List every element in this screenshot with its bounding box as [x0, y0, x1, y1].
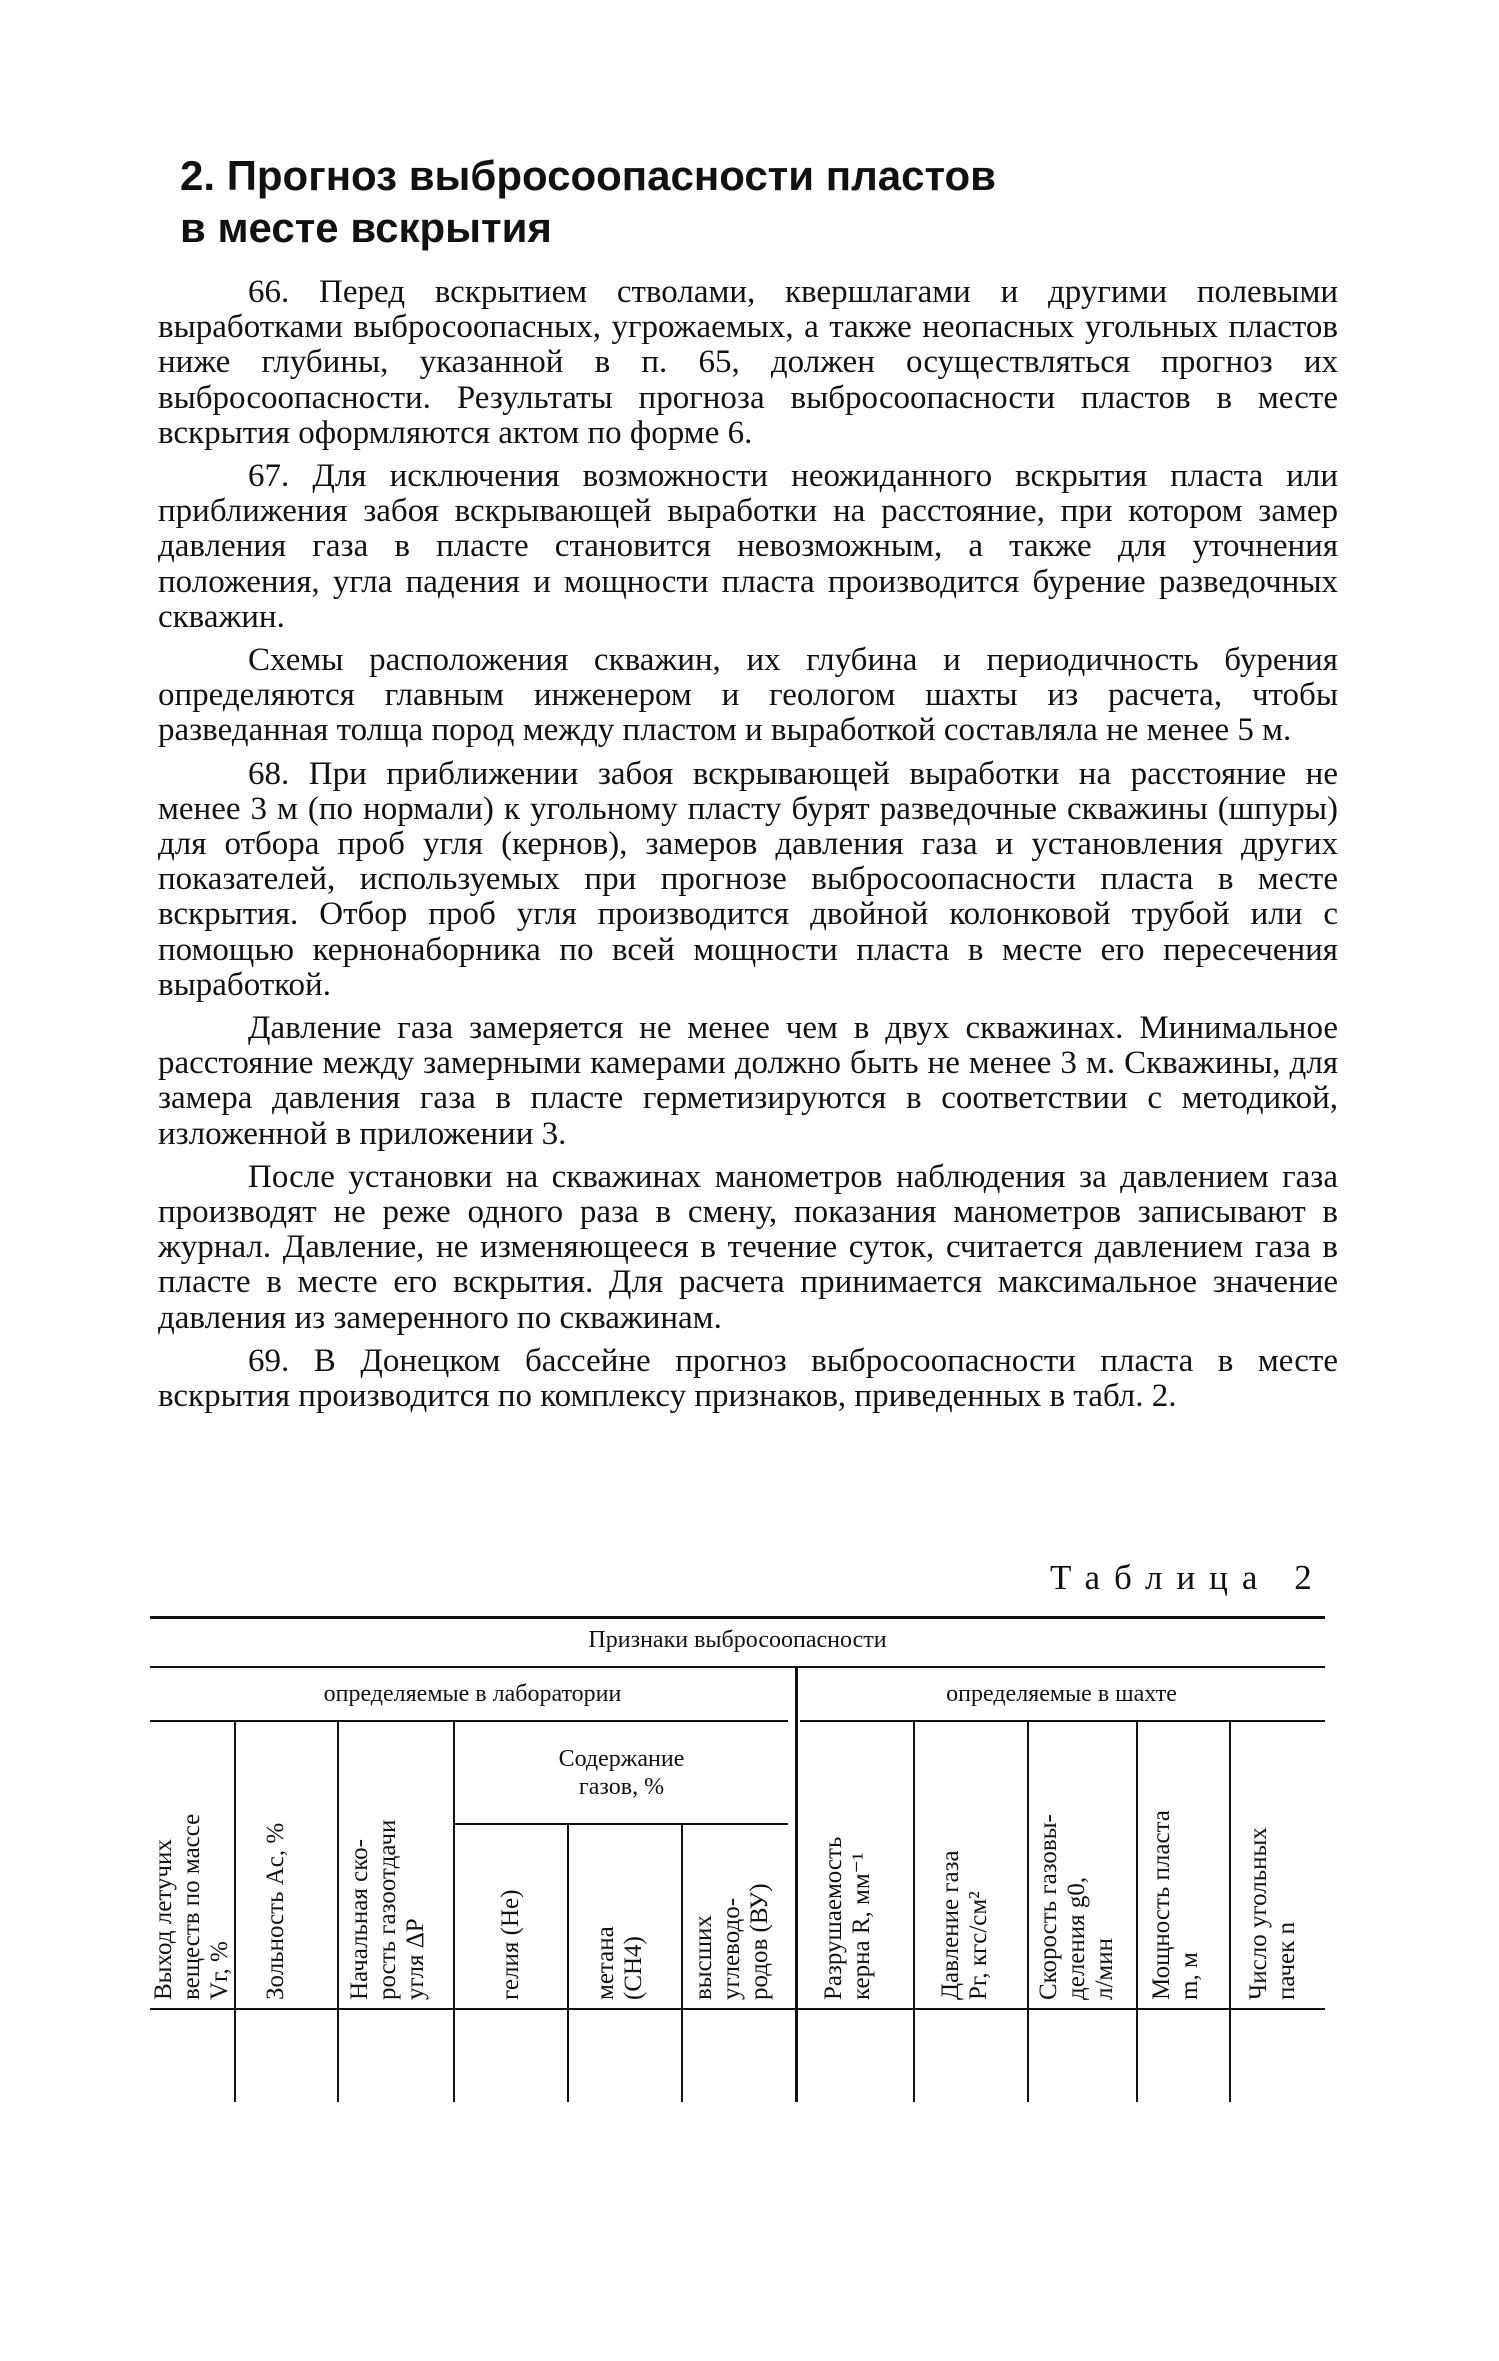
col-divider-4	[567, 1825, 569, 2102]
paragraph-67-schemes: Схемы расположения скважин, их глубина и периодичность бурения определяются главным инженером и геологом шахты из расчета, чтобы разведанная толща пород между пластом и выработкой составляла не менее 5 м.	[158, 642, 1338, 749]
header-main: Признаки выбросоопасности	[588, 1627, 887, 1653]
col-coal-bands-count: Число угольных пачек n	[1245, 1827, 1300, 2000]
header-gas-line1: Содержание	[558, 1746, 685, 1772]
paragraph-68-pressure: Давление газа замеряется не менее чем в двух скважинах. Минимальное расстояние между замерными камерами должно быть не менее 3 м. Скважины, для замера давления газа в пласте герметизируются в соответствии с методикой, изложенной в приложении 3.	[158, 1010, 1338, 1152]
header-group-mine: определяемые в шахте	[946, 1681, 1177, 1707]
body-text	[158, 275, 1338, 1422]
col-initial-gas-rate: Начальная ско- рость газоотдачи угля ΔP	[346, 1819, 429, 2000]
col-core-fracturability: Разрушаемость керна R, мм⁻¹	[820, 1836, 875, 2000]
col-divider-10	[1229, 1722, 1231, 2102]
col-helium: гелия (He)	[497, 1889, 524, 2000]
col-volatile-yield: Выход летучих веществ по массе Vг, %	[150, 1813, 233, 2000]
col-divider-9	[1136, 1722, 1138, 2102]
table-lab-rule	[150, 1720, 788, 1722]
col-gas-emission-rate: Скорость газовы- деления g0, л/мин	[1035, 1814, 1118, 2000]
section-heading	[180, 150, 1330, 254]
col-divider-2	[337, 1722, 339, 2102]
col-divider-8	[1027, 1722, 1029, 2102]
table-gas-rule	[455, 1823, 788, 1825]
col-higher-hydrocarbons: высших углеводо- родов (ВУ)	[690, 1883, 773, 2000]
table-top-rule	[150, 1616, 1325, 1619]
col-divider-group	[795, 1668, 798, 2102]
header-group-lab: определяемые в лаборатории	[323, 1681, 622, 1707]
section-title-line1: 2. Прогноз выбросоопасности пластов	[180, 152, 996, 199]
paragraph-69: 69. В Донецком бассейне прогноз выбросоопасности пласта в месте вскрытия производится по комплексу признаков, приведенных в табл. 2.	[158, 1342, 1338, 1415]
table-columns-rule	[150, 2008, 1325, 2010]
paragraph-66: 66. Перед вскрытием стволами, квершлагами и другими полевыми выработками выбросоопасных, угрожаемых, а также неопасных угольных пластов ниже глубины, указанной в п. 65, должен осуществляться прогноз их выбросоопасности. Результаты прогноза выбросоопасности пластов в месте вскрытия оформляются актом по форме 6.	[158, 274, 1338, 451]
paragraph-68: 68. При приближении забоя вскрывающей выработки на расстояние не менее 3 м (по нормали) к угольному пласту бурят разведочные скважины (шпуры) для отбора проб угля (кернов), замеров давления газа и установления других показателей, используемых при прогнозе выбросоопасности пласта в месте вскрытия. Отбор проб угля производится двойной колонковой трубой или с помощью кернонаборника по всей мощности пласта в месте его пересечения выработкой.	[158, 755, 1338, 1003]
col-divider-1	[234, 1722, 236, 2102]
col-seam-thickness: Мощность пласта m, м	[1148, 1810, 1203, 2000]
header-gas-group	[455, 1745, 788, 1801]
header-gas-line2: газов, %	[578, 1774, 665, 1800]
paragraph-67: 67. Для исключения возможности неожиданного вскрытия пласта или приближения забоя вскрывающей выработки на расстояние, при котором замер давления газа в пласте становится невозможным, а также для уточнения положения, угла падения и мощности пласта производится бурение разведочных скважин.	[158, 458, 1338, 635]
col-divider-5	[681, 1825, 683, 2102]
col-methane: метана (CH4)	[592, 1926, 647, 2000]
col-ash-content: Зольность Ac, %	[262, 1822, 289, 2000]
col-divider-7	[913, 1722, 915, 2102]
paragraph-68-gauges: После установки на скважинах манометров наблюдения за давлением газа производят не реже одного раза в смену, показания манометров записывают в журнал. Давление, не изменяющееся в течение суток, считается давлением газа в пласте в месте его вскрытия. Для расчета принимается максимальное значение давления из замеренного по скважинам.	[158, 1158, 1338, 1336]
col-gas-pressure: Давление газа Pг, кгс/см²	[937, 1850, 992, 2000]
table-header-rule	[150, 1666, 1325, 1668]
section-title-line2: в месте вскрытия	[180, 204, 552, 251]
table-caption: Таблица 2	[1050, 1558, 1326, 1597]
table-mine-rule	[800, 1720, 1325, 1722]
